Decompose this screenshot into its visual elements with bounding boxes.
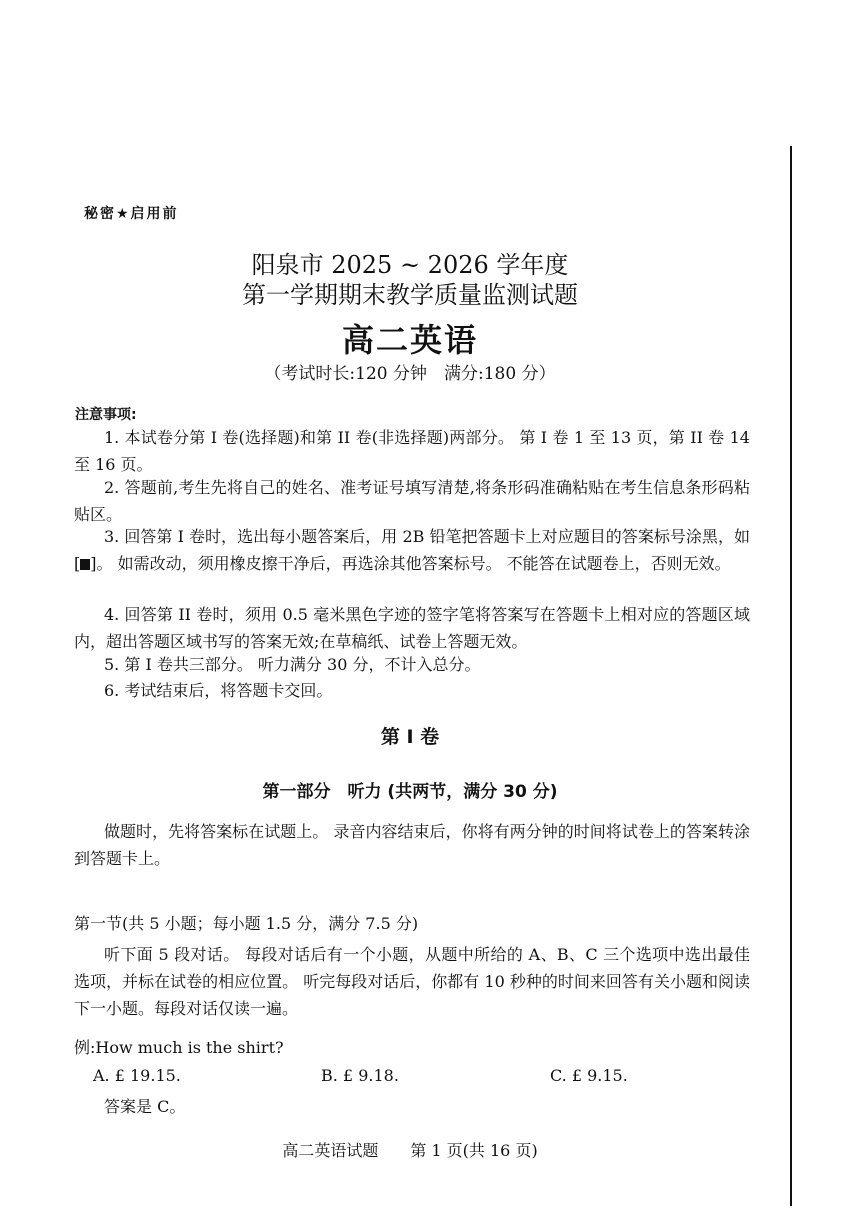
note-item-4: 4. 回答第 II 卷时，须用 0.5 毫米黑色字迹的签字笔将答案写在答题卡上相对应的答题区域内，超出答题区域书写的答案无效;在草稿纸、试卷上答题无效。 [74, 605, 750, 651]
note-item-3-text-b: ]。 如需改动，须用橡皮擦干净后，再选涂其他答案标号。 不能答在试题卷上，否则无效。 [90, 554, 731, 573]
subject-title: 高二英语 [341, 321, 478, 359]
section-title: 第一节(共 5 小题；每小题 1.5 分，满分 7.5 分) [74, 914, 419, 933]
note-item-3-text-a: 3. 回答第 I 卷时，选出每小题答案后，用 2B 铅笔把答题卡上对应题目的答案标号涂黑，如 [ [74, 527, 750, 573]
option-c: C. £ 9.15. [550, 1066, 628, 1085]
example-question: 例:How much is the shirt? [74, 1038, 284, 1057]
notes-heading: 注意事项: [75, 407, 137, 423]
note-item-2: 2. 答题前,考生先将自己的姓名、准考证号填写清楚,将条形码准确粘贴在考生信息条形码粘贴区。 [74, 478, 750, 524]
note-item-5: 5. 第 I 卷共三部分。 听力满分 30 分，不计入总分。 [104, 655, 481, 674]
part-title: 第一部分 听力 (共两节，满分 30 分) [262, 782, 558, 802]
example-answer: 答案是 C。 [104, 1097, 186, 1116]
option-a: A. £ 19.15. [93, 1066, 181, 1085]
exam-duration-score: （考试时长:120 分钟 满分:180 分） [264, 364, 556, 384]
part-instruction: 做题时，先将答案标在试题上。 录音内容结束后，你将有两分钟的时间将试卷上的答案转涂到答题卡上。 [74, 822, 750, 868]
page-footer: 高二英语试题 第 1 页(共 16 页) [282, 1141, 538, 1160]
exam-title-name: 第一学期期末教学质量监测试题 [242, 281, 578, 309]
option-b: B. £ 9.18. [321, 1066, 399, 1085]
section-instruction: 听下面 5 段对话。 每段对话后有一个小题，从题中所给的 A、B、C 三个选项中选出最佳选项，并标在试卷的相应位置。 听完每段对话后，你都有 10 秒种的时间来回答有关小题和阅读下一小题。每段对话仅读一遍。 [74, 945, 750, 1018]
filled-box-icon [80, 559, 90, 570]
note-item-3 [74, 523, 750, 577]
exam-title-year: 阳泉市 2025 ~ 2026 学年度 [251, 251, 569, 279]
volume-title: 第 I 卷 [380, 726, 440, 748]
confidential-mark: 秘密★启用前 [84, 206, 179, 222]
note-item-6: 6. 考试结束后，将答题卡交回。 [104, 681, 333, 700]
note-item-1: 1. 本试卷分第 I 卷(选择题)和第 II 卷(非选择题)两部分。 第 I 卷 1 至 13 页，第 II 卷 14 至 16 页。 [74, 428, 750, 474]
